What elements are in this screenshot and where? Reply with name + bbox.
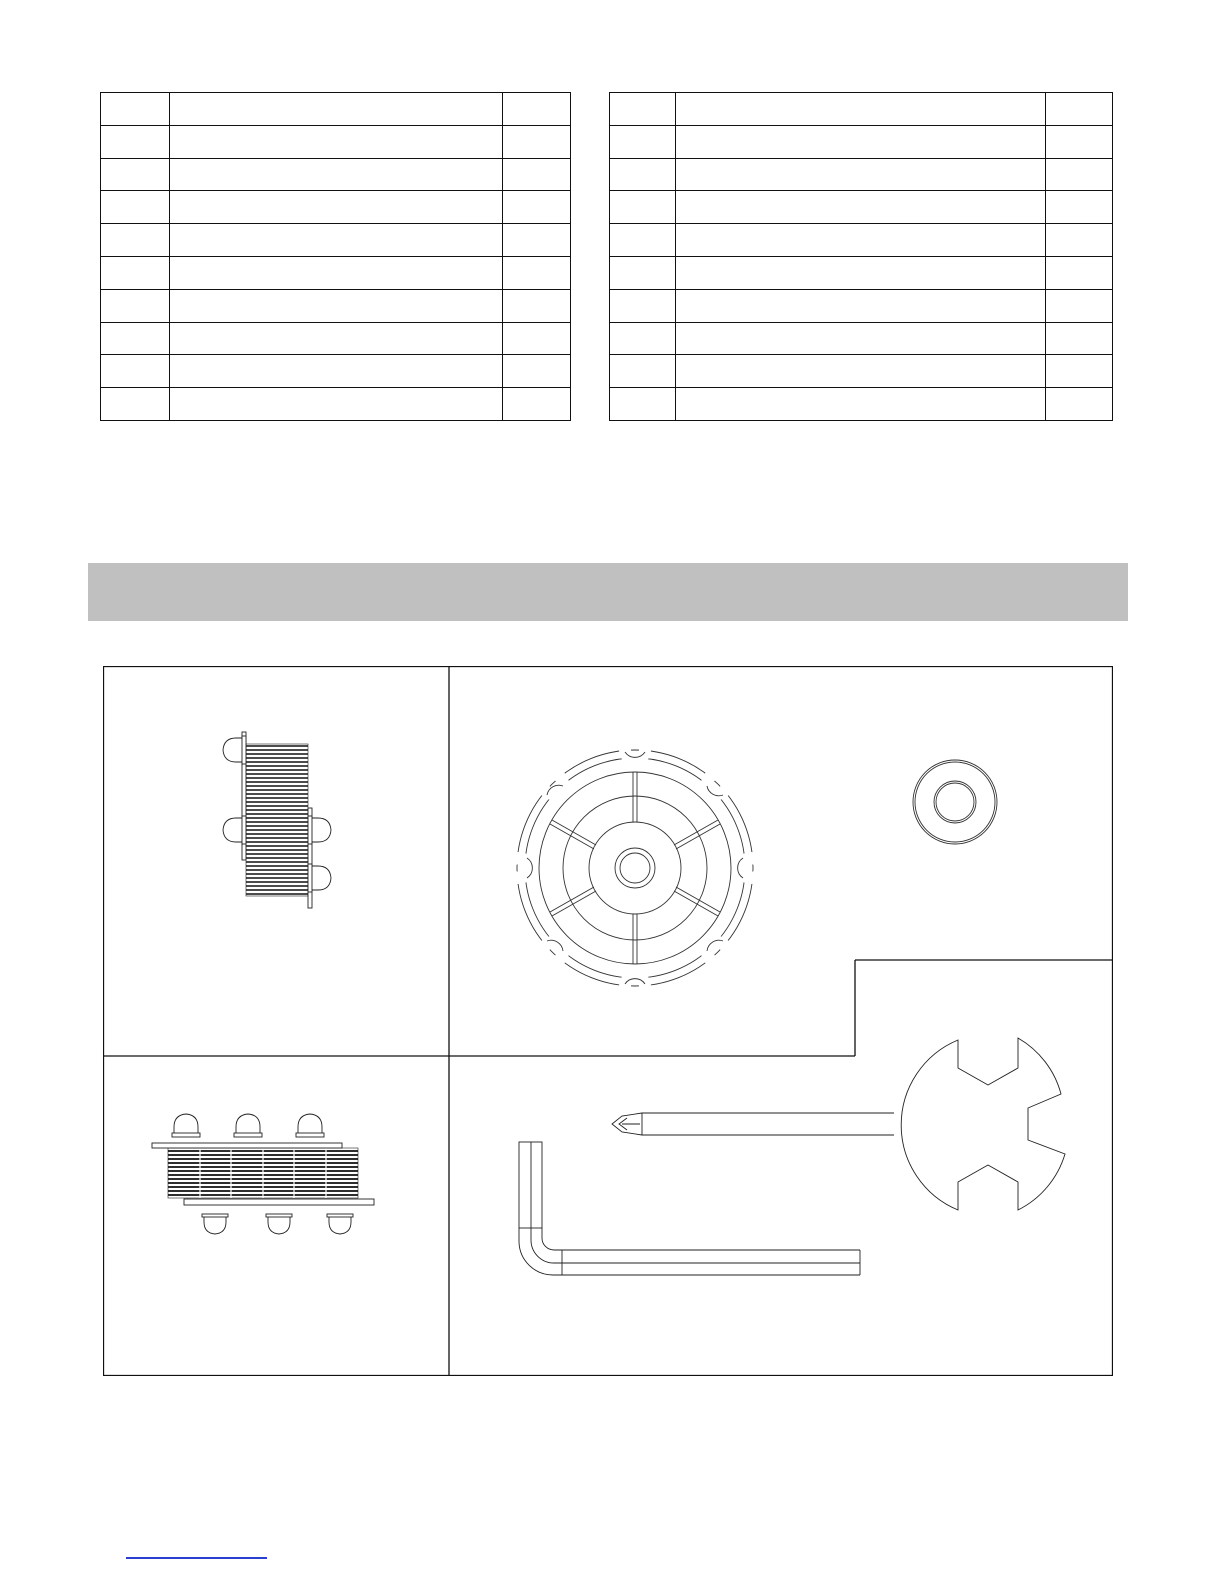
part-quantity-cell (503, 93, 571, 126)
part-number-cell (101, 224, 170, 257)
section-header-bar (88, 563, 1128, 621)
parts-table-row (610, 355, 1113, 388)
parts-table-row (101, 224, 571, 257)
part-number-cell (101, 125, 170, 158)
parts-table-row (101, 289, 571, 322)
parts-table-left-body (101, 93, 571, 421)
parts-table-row (610, 322, 1113, 355)
part-description-cell (170, 158, 503, 191)
parts-table-row (101, 388, 571, 421)
part-number-cell (101, 289, 170, 322)
part-description-cell (676, 125, 1046, 158)
part-description-cell (170, 289, 503, 322)
parts-table-row (610, 289, 1113, 322)
flanged-screws-group (223, 732, 331, 908)
button-head-bolts-group (152, 1114, 374, 1234)
part-number-cell (101, 93, 170, 126)
part-description-cell (170, 224, 503, 257)
parts-table-left (100, 92, 571, 421)
parts-table-row (101, 355, 571, 388)
footer-link[interactable] (126, 1557, 267, 1559)
part-number-cell (610, 289, 676, 322)
part-number-cell (610, 191, 676, 224)
part-quantity-cell (503, 322, 571, 355)
part-number-cell (610, 125, 676, 158)
part-number-cell (610, 355, 676, 388)
part-description-cell (170, 125, 503, 158)
parts-table-row (610, 125, 1113, 158)
part-number-cell (610, 93, 676, 126)
part-quantity-cell (503, 256, 571, 289)
hardware-panel (103, 666, 1113, 1376)
part-number-cell (101, 256, 170, 289)
part-description-cell (676, 158, 1046, 191)
part-quantity-cell (1046, 158, 1113, 191)
part-number-cell (610, 256, 676, 289)
parts-table-row (101, 322, 571, 355)
part-description-cell (170, 388, 503, 421)
parts-table-row (101, 93, 571, 126)
part-quantity-cell (1046, 355, 1113, 388)
screwdriver-wrench-icon (612, 1038, 1065, 1210)
parts-table-row (610, 158, 1113, 191)
part-quantity-cell (503, 191, 571, 224)
part-number-cell (101, 322, 170, 355)
part-description-cell (170, 355, 503, 388)
part-quantity-cell (1046, 224, 1113, 257)
part-quantity-cell (1046, 256, 1113, 289)
parts-table-row (101, 125, 571, 158)
part-description-cell (676, 289, 1046, 322)
parts-table-row (101, 191, 571, 224)
part-description-cell (170, 191, 503, 224)
parts-table-row (610, 224, 1113, 257)
panel-frame (103, 666, 1113, 1376)
part-quantity-cell (1046, 289, 1113, 322)
parts-table-row (610, 191, 1113, 224)
part-number-cell (101, 158, 170, 191)
part-description-cell (676, 256, 1046, 289)
part-description-cell (676, 191, 1046, 224)
part-quantity-cell (503, 355, 571, 388)
parts-table-row (101, 256, 571, 289)
part-quantity-cell (1046, 125, 1113, 158)
part-quantity-cell (1046, 191, 1113, 224)
part-description-cell (170, 322, 503, 355)
part-quantity-cell (1046, 322, 1113, 355)
part-description-cell (170, 93, 503, 126)
part-quantity-cell (503, 388, 571, 421)
parts-table-row (610, 93, 1113, 126)
allen-key-icon (519, 1142, 860, 1275)
part-number-cell (610, 388, 676, 421)
knob-icon (509, 740, 761, 996)
part-number-cell (610, 158, 676, 191)
parts-table-row (101, 158, 571, 191)
part-description-cell (170, 256, 503, 289)
part-description-cell (676, 93, 1046, 126)
part-description-cell (676, 322, 1046, 355)
washer-icon (913, 760, 997, 844)
part-quantity-cell (503, 224, 571, 257)
parts-table-row (610, 388, 1113, 421)
part-quantity-cell (1046, 388, 1113, 421)
parts-table-right (609, 92, 1113, 421)
flanged-screws-threads (246, 746, 308, 894)
parts-table-row (610, 256, 1113, 289)
part-number-cell (101, 355, 170, 388)
part-number-cell (101, 388, 170, 421)
part-number-cell (101, 191, 170, 224)
part-quantity-cell (503, 125, 571, 158)
part-quantity-cell (503, 158, 571, 191)
part-description-cell (676, 388, 1046, 421)
part-description-cell (676, 355, 1046, 388)
part-quantity-cell (1046, 93, 1113, 126)
parts-table-right-body (610, 93, 1113, 421)
part-quantity-cell (503, 289, 571, 322)
part-number-cell (610, 322, 676, 355)
part-description-cell (676, 224, 1046, 257)
part-number-cell (610, 224, 676, 257)
